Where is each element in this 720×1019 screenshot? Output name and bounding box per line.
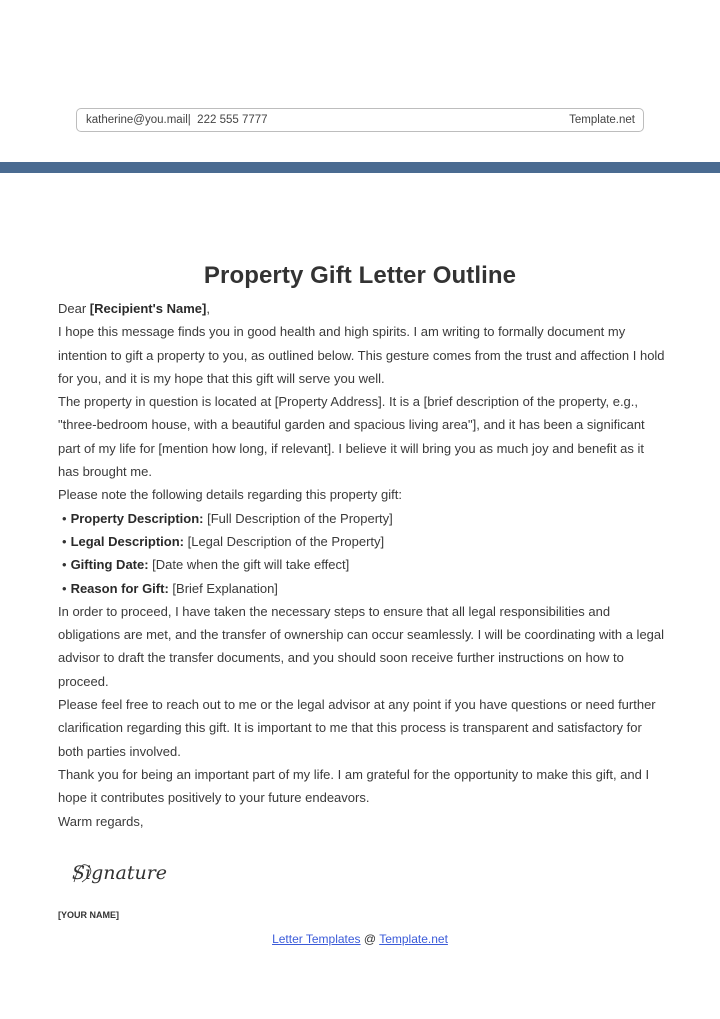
contact-bar <box>76 108 644 132</box>
detail-label: Property Description: <box>70 510 204 526</box>
list-item <box>62 507 668 530</box>
detail-label: Gifting Date: <box>70 557 149 573</box>
salutation <box>58 297 668 320</box>
detail-value: [Date when the gift will take effect] <box>148 557 350 573</box>
detail-value: [Brief Explanation] <box>168 580 278 596</box>
detail-value: [Legal Description of the Property] <box>183 533 385 549</box>
list-item <box>62 577 668 600</box>
footer <box>0 932 720 946</box>
signature-text: Signature <box>72 862 168 884</box>
paragraph-proceed: In order to proceed, I have taken the necessary steps to ensure that all legal responsibilities and obligations are met, and the transfer of ownership can occur seamlessly. I will be coordinating with a legal advisor to draft the transfer documents, and you should soon receive further instructions on how to proceed. <box>58 603 665 689</box>
salutation-prefix: Dear <box>58 301 90 316</box>
list-item <box>62 553 668 576</box>
salutation-suffix: , <box>206 301 210 316</box>
closing: Warm regards, <box>58 813 144 829</box>
your-name: [YOUR NAME] <box>58 910 119 920</box>
brand-label: Template.net <box>569 114 635 126</box>
footer-separator: @ <box>360 932 380 946</box>
detail-label: Reason for Gift: <box>70 580 169 596</box>
list-item <box>62 530 668 553</box>
paragraph-details-intro: Please note the following details regarding this property gift: <box>58 487 402 503</box>
letter-title: Property Gift Letter Outline <box>203 262 517 289</box>
paragraph-property: The property in question is located at [Property Address]. It is a [brief description of the property, e.g., "three-bedroom house, with a beautiful garden and spacious living area"], and it has been a significant part of my life for [mention how long, if relevant]. I believe it will bring you as much joy and benefit as it has brought me. <box>58 394 645 480</box>
paragraph-thanks: Thank you for being an important part of my life. I am grateful for the opportunity to make this gift, and I hope it contributes positively to your future endeavors. <box>58 766 650 806</box>
signature-image <box>70 852 190 892</box>
header-band <box>0 162 720 173</box>
contact-email-phone: katherine@you.mail| 222 555 7777 <box>86 114 268 126</box>
details-list <box>58 507 668 600</box>
recipient-name: [Recipient's Name] <box>89 301 207 316</box>
letter-templates-link[interactable]: Letter Templates <box>272 932 361 946</box>
paragraph-intro: I hope this message finds you in good health and high spirits. I am writing to formally document my intention to gift a property to you, as outlined below. This gesture comes from the trust and affection I hold for you, and it is my hope that this gift will serve you well. <box>58 324 665 386</box>
contact-info <box>86 114 268 126</box>
detail-label: Legal Description: <box>70 533 184 549</box>
detail-value: [Full Description of the Property] <box>203 510 393 526</box>
template-net-link[interactable]: Template.net <box>379 932 448 946</box>
paragraph-contact: Please feel free to reach out to me or the legal advisor at any point if you have questions or need further clarification regarding this gift. It is important to me that this process is transparent and satisfactory for both parties involved. <box>58 697 656 759</box>
letter-body <box>58 297 668 833</box>
